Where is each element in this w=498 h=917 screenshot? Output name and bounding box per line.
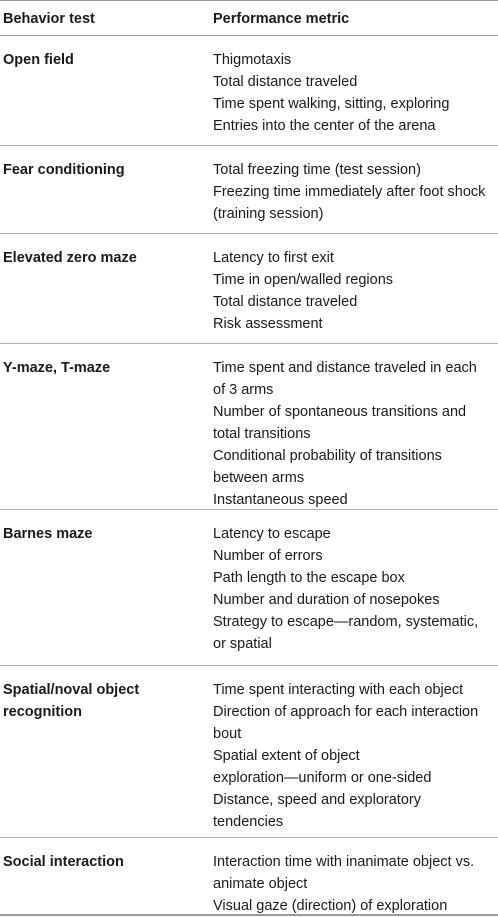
metric-item: Distance, speed and exploratory tendencies bbox=[213, 792, 421, 830]
metric-item: Time in open/walled regions bbox=[213, 272, 394, 288]
metric-item: Time spent interacting with each object bbox=[213, 682, 464, 698]
metric-item: Latency to first exit bbox=[213, 250, 334, 266]
metric-item: Time spent and distance traveled in each of 3 arms bbox=[213, 360, 477, 398]
metric-item: Spatial extent of object exploration—uniform or one-sided bbox=[213, 748, 432, 786]
performance-metrics bbox=[213, 159, 495, 225]
table-row-barnes-maze bbox=[0, 510, 498, 666]
metric-item: Instantaneous speed bbox=[213, 492, 348, 508]
metric-item: Conditional probability of transitions between arms bbox=[213, 448, 442, 486]
table-row-open-field bbox=[0, 36, 498, 146]
header-behavior-test: Behavior test bbox=[3, 11, 95, 27]
metric-item: Time spent walking, sitting, exploring bbox=[213, 96, 450, 112]
behavior-test-name: Open field bbox=[3, 52, 74, 68]
metric-item: Strategy to escape—random, systematic, or spatial bbox=[213, 614, 479, 652]
metric-item: Freezing time immediately after foot shock (training session) bbox=[213, 184, 486, 222]
behavior-test-name: Elevated zero maze bbox=[3, 250, 137, 266]
metric-item: Total distance traveled bbox=[213, 294, 358, 310]
performance-metrics bbox=[213, 357, 495, 511]
metric-item: Number of spontaneous transitions and total transitions bbox=[213, 404, 467, 442]
metric-item: Number and duration of nosepokes bbox=[213, 592, 440, 608]
performance-metrics bbox=[213, 49, 495, 137]
table-row-object-recognition bbox=[0, 666, 498, 838]
metric-item: Entries into the center of the arena bbox=[213, 118, 436, 134]
metric-item: Number of errors bbox=[213, 548, 323, 564]
metric-item: Total distance traveled bbox=[213, 74, 358, 90]
performance-metrics bbox=[213, 679, 495, 833]
metric-item: Total freezing time (test session) bbox=[213, 162, 421, 178]
table-row-fear-conditioning bbox=[0, 146, 498, 234]
table-header bbox=[0, 0, 498, 36]
behavior-test-name: Barnes maze bbox=[3, 526, 93, 542]
metric-item: Visual gaze (direction) of exploration bbox=[213, 898, 448, 914]
metric-item: Path length to the escape box bbox=[213, 570, 405, 586]
behavior-test-name: Y-maze, T-maze bbox=[3, 360, 111, 376]
metric-item: Risk assessment bbox=[213, 316, 323, 332]
performance-metrics bbox=[213, 247, 495, 335]
header-performance-metric: Performance metric bbox=[213, 11, 350, 27]
performance-metrics bbox=[213, 851, 495, 917]
metric-item: Latency to escape bbox=[213, 526, 331, 542]
table-row-y-maze-t-maze bbox=[0, 344, 498, 510]
behavior-test-name: Social interaction bbox=[3, 854, 124, 870]
metric-item: Interaction time with inanimate object vs. animate object bbox=[213, 854, 475, 892]
metric-item: Thigmotaxis bbox=[213, 52, 292, 68]
behavior-test-name: Spatial/noval object recognition bbox=[3, 682, 140, 720]
metric-item: Direction of approach for each interaction bout bbox=[213, 704, 479, 742]
table-row-elevated-zero-maze bbox=[0, 234, 498, 344]
performance-metrics bbox=[213, 523, 495, 655]
behavior-test-name: Fear conditioning bbox=[3, 162, 125, 178]
table-row-social-interaction bbox=[0, 838, 498, 916]
